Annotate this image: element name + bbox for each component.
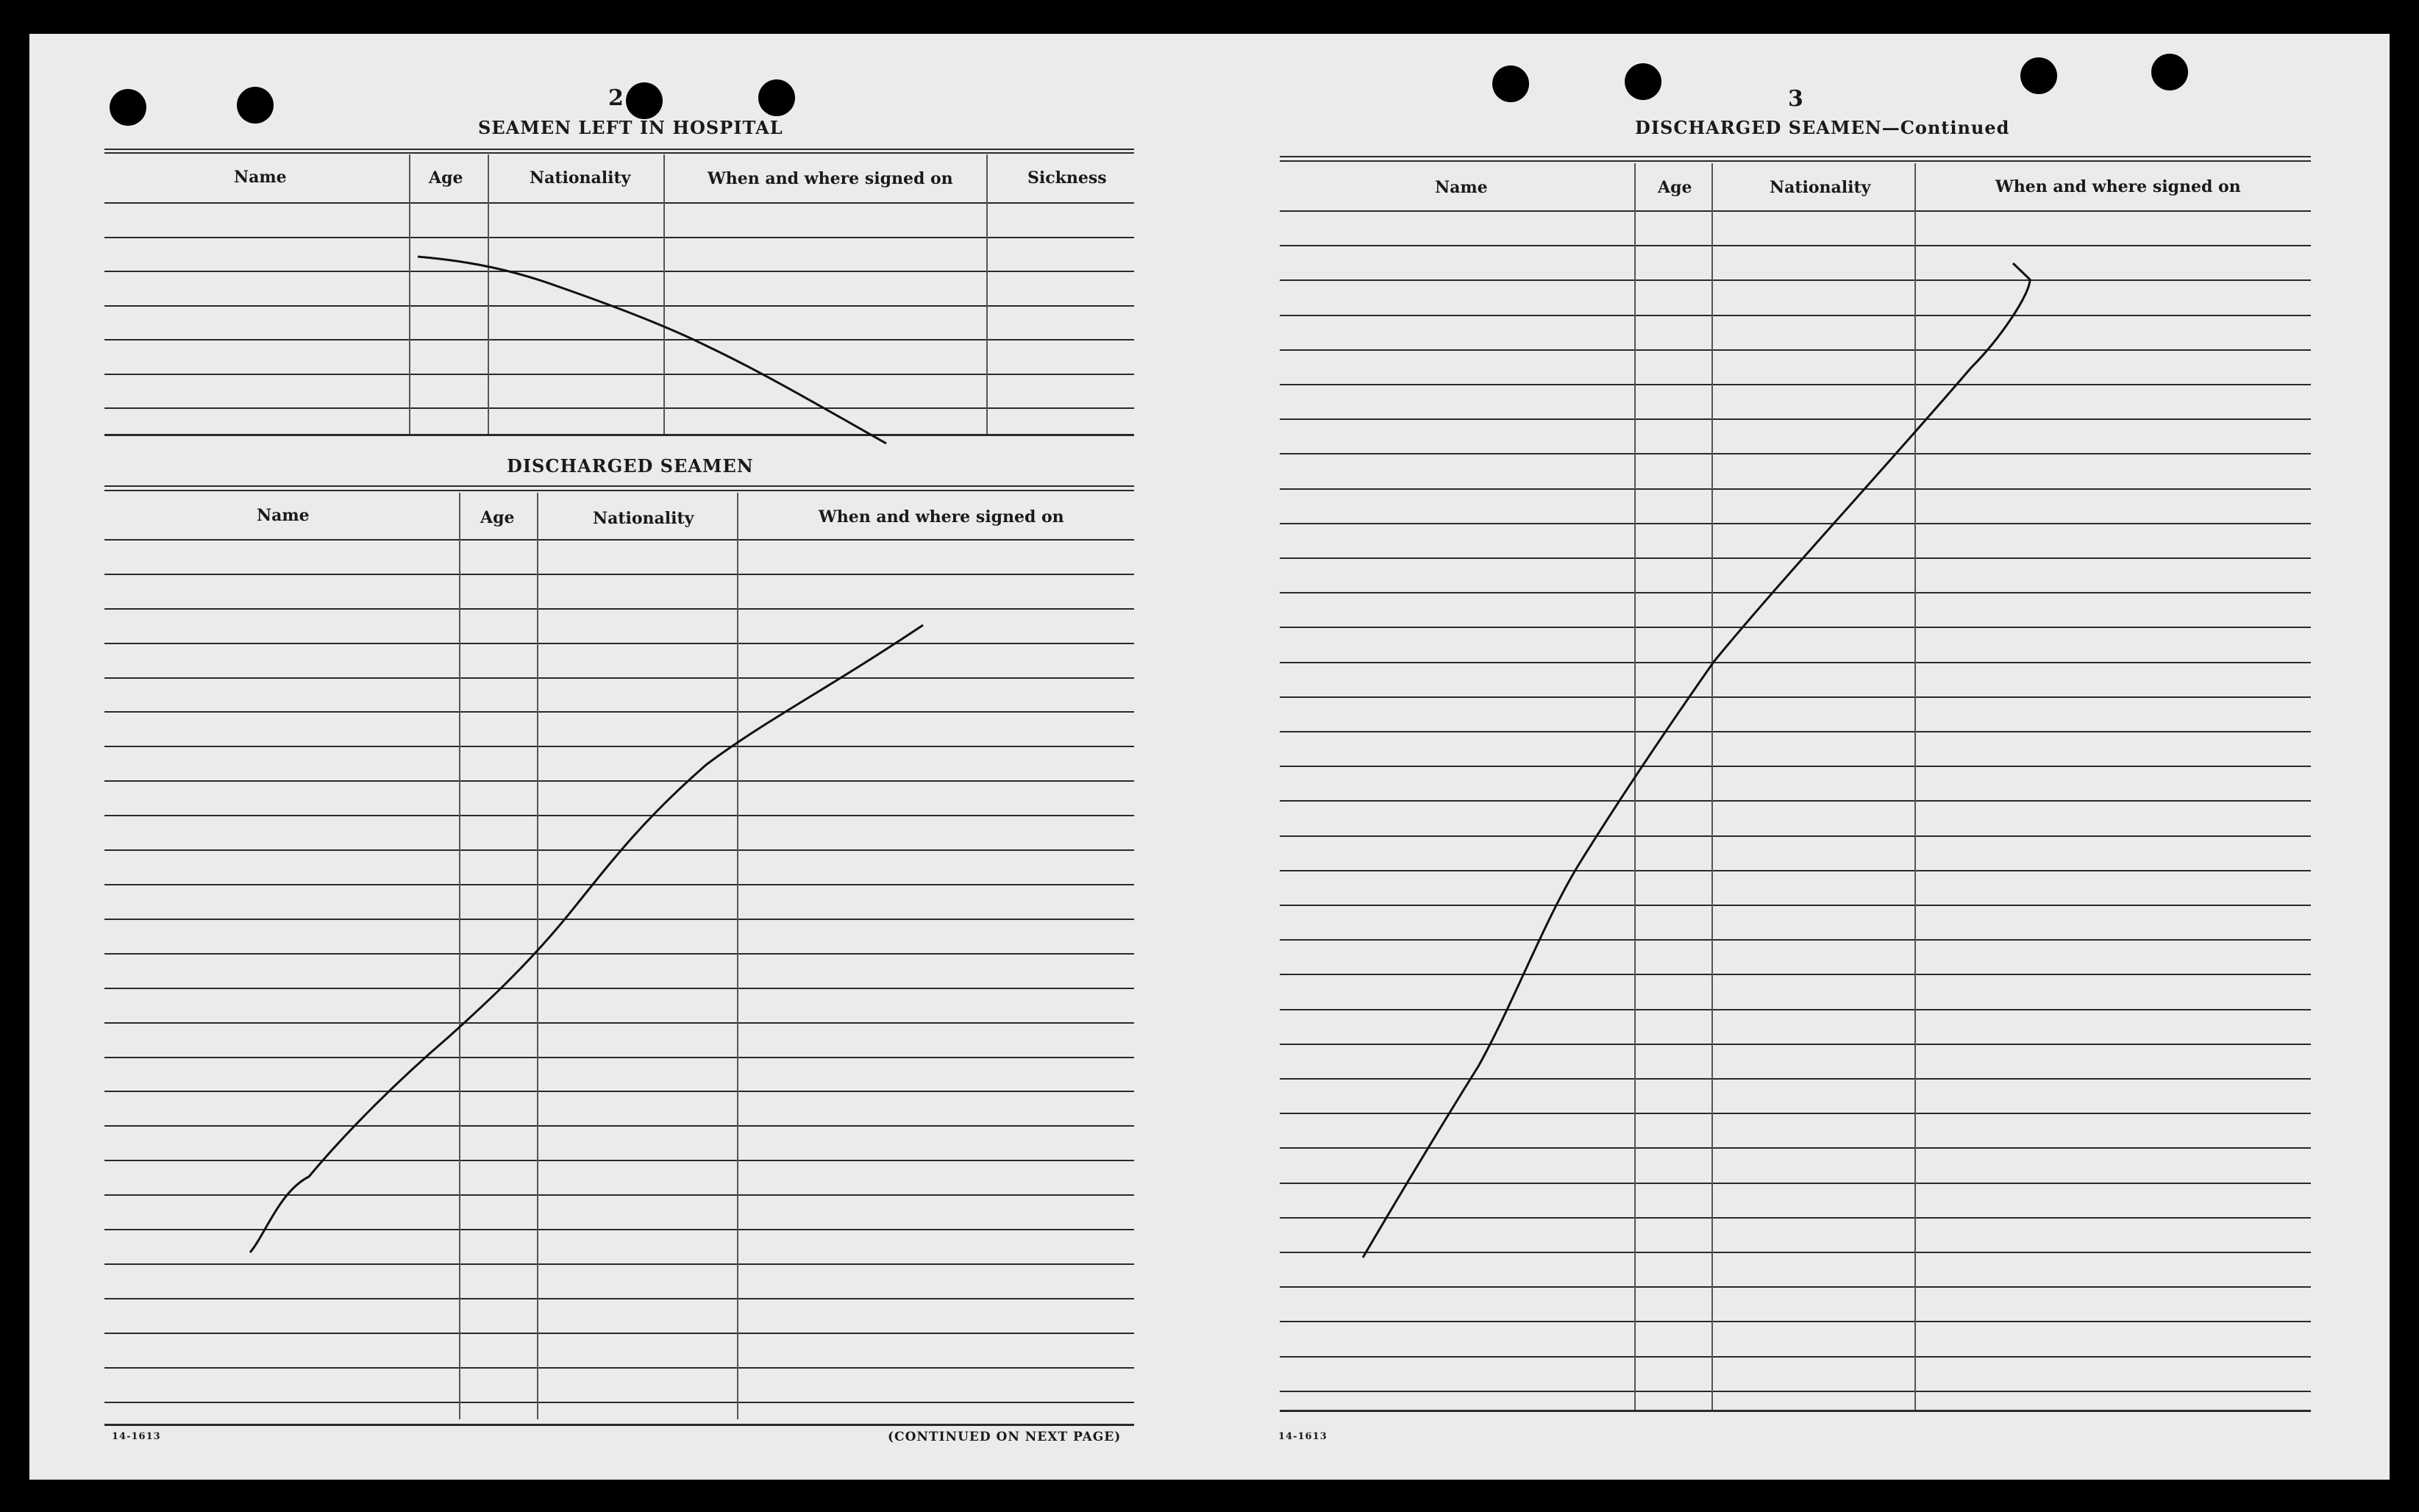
column-header-when-where: When and where signed on (1995, 177, 2241, 196)
page-number: 2 (608, 85, 624, 111)
page-number: 3 (1788, 86, 1803, 112)
column-header-age: Age (480, 508, 515, 527)
form-number: 14-1613 (112, 1431, 161, 1442)
cancel-stroke (418, 257, 886, 443)
column-header-age: Age (429, 168, 463, 188)
discharged-section-title: DISCHARGED SEAMEN (507, 455, 754, 477)
continued-note: (CONTINUED ON NEXT PAGE) (888, 1430, 1122, 1444)
column-header-when-where: When and where signed on (708, 169, 953, 188)
column-header-name: Name (234, 168, 287, 187)
cancel-stroke (250, 625, 923, 1252)
column-header-name: Name (1435, 178, 1488, 197)
form-number: 14-1613 (1278, 1431, 1328, 1442)
column-header-nationality: Nationality (530, 168, 631, 188)
hospital-section-title: SEAMEN LEFT IN HOSPITAL (478, 117, 783, 138)
column-header-name: Name (257, 506, 310, 525)
column-header-age: Age (1658, 178, 1692, 197)
column-header-nationality: Nationality (1770, 178, 1871, 197)
column-header-when-where: When and where signed on (819, 507, 1064, 527)
column-header-sickness: Sickness (1027, 168, 1107, 188)
discharged-continued-title: DISCHARGED SEAMEN—Continued (1635, 117, 2010, 138)
column-header-nationality: Nationality (593, 509, 694, 528)
cancel-stroke (1363, 263, 2030, 1258)
